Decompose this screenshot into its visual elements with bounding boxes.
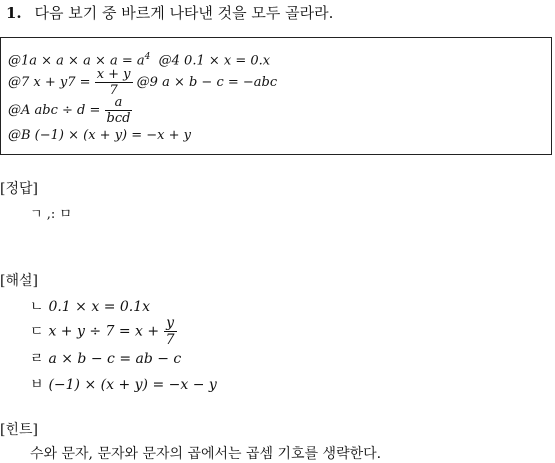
hint-label: [힌트] <box>0 422 38 438</box>
question-text: 다음 보기 중 바르게 나타낸 것을 모두 골라라. <box>34 4 334 22</box>
solution-label: [해설] <box>0 273 38 289</box>
solution-item-4 <box>30 374 217 394</box>
solution-item-2-expr: x + y ÷ 7 = x + <box>48 323 160 340</box>
choice-line-3 <box>8 96 132 125</box>
choice-1b: @4 0.1 × x = 0.x <box>158 53 271 69</box>
choice-4: @B (−1) × (x + y) = −x + y <box>8 128 192 143</box>
solution-item-1-mark: ㄴ <box>30 299 44 315</box>
choice-3-prefix: @A abc ÷ d = <box>8 103 101 118</box>
choice-line-2 <box>8 68 277 97</box>
choice-3-denominator: bcd <box>106 111 131 126</box>
choice-1a-exponent: 4 <box>144 52 151 62</box>
question-title <box>6 2 333 23</box>
choice-3-fraction <box>105 96 133 125</box>
choice-1a: @1a × a × a × a = a <box>8 53 145 69</box>
answer-text: ㄱ ,: ㅁ <box>30 207 72 222</box>
choice-2b: @9 a × b − c = −abc <box>136 75 278 90</box>
choice-2a-numerator: x + y <box>96 67 131 82</box>
solution-item-1 <box>30 296 150 316</box>
solution-item-4-mark: ㅂ <box>30 377 44 393</box>
choice-line-1 <box>8 52 270 68</box>
solution-item-2 <box>30 316 177 347</box>
solution-item-3 <box>30 348 181 368</box>
choices-box <box>0 37 552 155</box>
choice-2a-prefix: @7 x + y7 = <box>8 75 91 90</box>
hint-text: 수와 문자, 문자와 문자의 곱에서는 곱셈 기호를 생략한다. <box>30 446 382 462</box>
choice-2a-fraction <box>95 68 133 97</box>
solution-item-2-mark: ㄷ <box>30 323 44 340</box>
question-number: 1. <box>6 4 22 22</box>
solution-item-2-numerator: y <box>164 316 177 332</box>
solution-item-2-fraction <box>164 316 177 347</box>
choice-2a-denominator: 7 <box>109 83 118 98</box>
answer-label: [정답] <box>0 181 38 197</box>
solution-item-3-expr: a × b − c = ab − c <box>48 351 182 367</box>
solution-item-4-expr: (−1) × (x + y) = −x − y <box>48 377 217 393</box>
solution-item-3-mark: ㄹ <box>30 351 44 367</box>
solution-item-1-expr: 0.1 × x = 0.1x <box>48 299 151 315</box>
choice-line-4 <box>8 128 191 143</box>
choice-3-numerator: a <box>105 96 133 111</box>
solution-item-2-denominator: 7 <box>165 332 175 348</box>
